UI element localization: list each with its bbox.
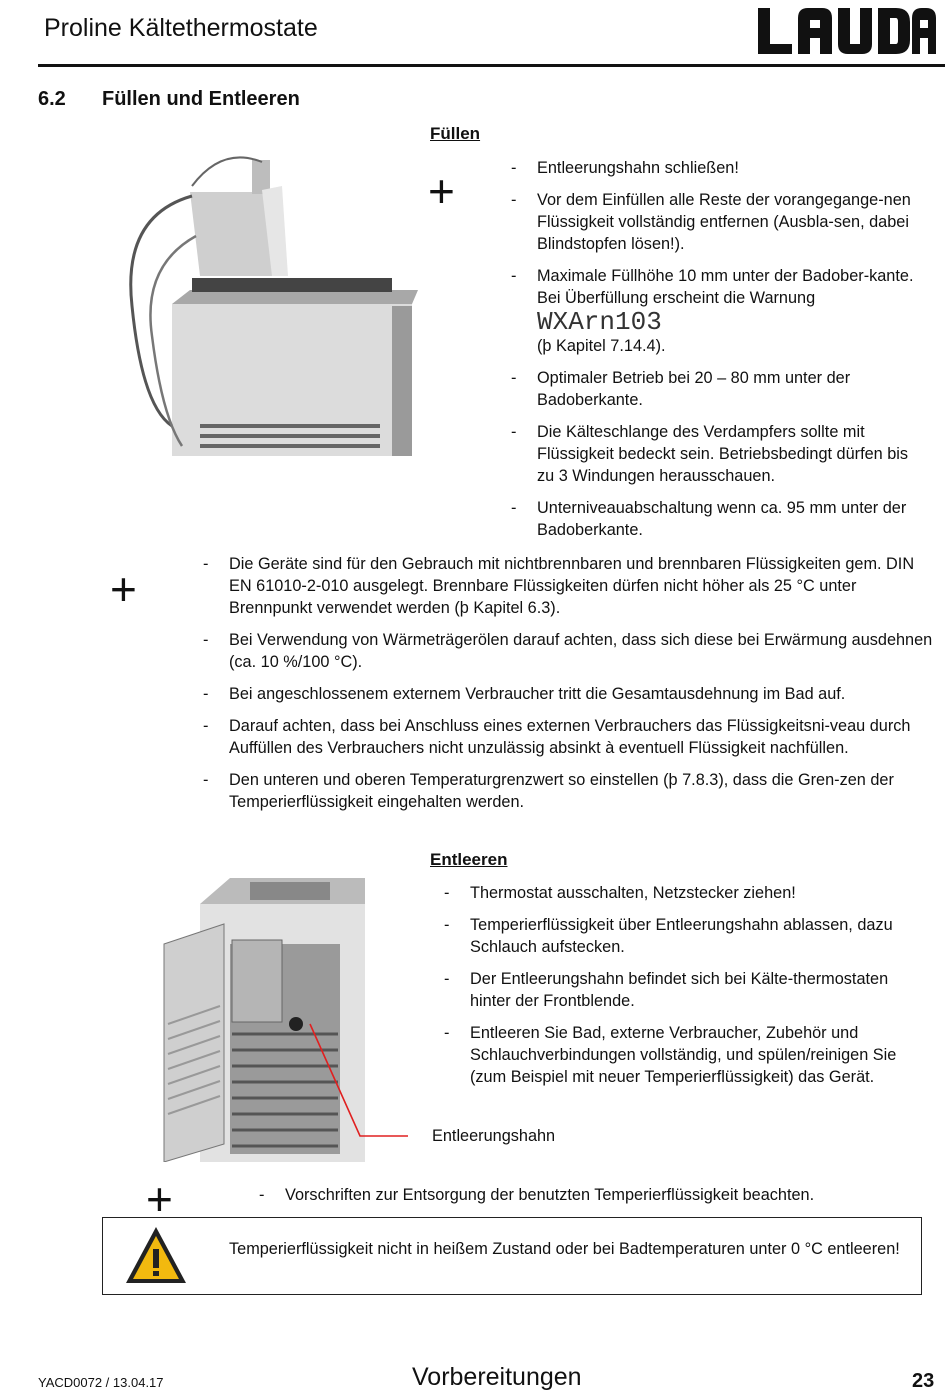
section-title: Füllen und Entleeren bbox=[102, 88, 300, 110]
list-item: - Thermostat ausschalten, Netzstecker ziehen! bbox=[444, 884, 796, 902]
list-item: - Maximale Füllhöhe 10 mm unter der Badober-kante. Bei Überfüllung erscheint die Warnung WXArn103 (þ Kapitel 7.14.4). bbox=[537, 265, 929, 357]
list-item: - Entleeren Sie Bad, externe Verbraucher, Zubehör und Schlauchverbindungen vollständig, und spülen/reinigen Sie (zum Beispiel mit neuer Temperierflüssigkeit) das Gerät. bbox=[444, 1024, 897, 1086]
warning-triangle-icon bbox=[124, 1224, 188, 1286]
list-item: - Den unteren und oberen Temperaturgrenzwert so einstellen (þ 7.8.3), dass die Gren-zen der Temperierflüssigkeit eingehalten werden. bbox=[203, 771, 894, 811]
thermostat-photo bbox=[112, 156, 418, 456]
fill-heading: Füllen bbox=[430, 124, 481, 143]
drain-valve-caption: Entleerungshahn bbox=[432, 1127, 556, 1145]
document-id: YACD0072 / 13.04.17 bbox=[38, 1375, 164, 1390]
chapter-reference: (þ Kapitel 7.14.4). bbox=[537, 337, 666, 355]
page-header-title: Proline Kältethermostate bbox=[44, 14, 318, 42]
note-plus-icon: + bbox=[146, 1173, 173, 1225]
list-item: - Vor dem Einfüllen alle Reste der vorangegange-nen Flüssigkeit vollständig entfernen (Ausbla-sen, dabei Blindstopfen lösen!). bbox=[511, 191, 911, 253]
warning-code: WXArn103 bbox=[537, 307, 662, 337]
warning-text: Temperierflüssigkeit nicht in heißem Zustand oder bei Badtemperaturen unter 0 °C entleeren! bbox=[229, 1240, 900, 1258]
list-item: - Entleerungshahn schließen! bbox=[511, 159, 739, 177]
fill-list bbox=[511, 157, 929, 551]
chapter-name: Vorbereitungen bbox=[412, 1363, 582, 1391]
note-plus-icon: + bbox=[428, 165, 455, 217]
section-number: 6.2 bbox=[38, 88, 66, 110]
list-item: - Der Entleerungshahn befindet sich bei Kälte-thermostaten hinter der Frontblende. bbox=[444, 970, 889, 1010]
general-list bbox=[203, 553, 934, 823]
drain-list bbox=[444, 882, 930, 1098]
lauda-logo bbox=[756, 6, 936, 56]
list-item: - Die Geräte sind für den Gebrauch mit nichtbrennbaren und brennbaren Flüssigkeiten gem. DIN EN 61010-2-010 ausgelegt. Brennbare Flüssigkeiten dürfen nicht höher als 25 °C unter Brennpunkt verwendet werden (þ Kapitel 6.3). bbox=[203, 555, 915, 617]
list-item: - Unterniveauabschaltung wenn ca. 95 mm unter der Badoberkante. bbox=[511, 499, 907, 539]
header-rule bbox=[38, 64, 945, 67]
drain-heading: Entleeren bbox=[430, 850, 508, 869]
drain-valve-photo bbox=[160, 874, 408, 1162]
disposal-list bbox=[259, 1184, 925, 1216]
note-plus-icon: + bbox=[110, 563, 137, 615]
list-item: - Vorschriften zur Entsorgung der benutzten Temperierflüssigkeit beachten. bbox=[259, 1186, 815, 1204]
list-item: - Die Kälteschlange des Verdampfers sollte mit Flüssigkeit bedeckt sein. Betriebsbedingt dürfen bis zu 3 Windungen herausschauen. bbox=[511, 423, 909, 485]
list-item: - Temperierflüssigkeit über Entleerungshahn ablassen, dazu Schlauch aufstecken. bbox=[444, 916, 893, 956]
list-item: - Optimaler Betrieb bei 20 – 80 mm unter der Badoberkante. bbox=[511, 369, 851, 409]
list-item: - Bei Verwendung von Wärmeträgerölen darauf achten, dass sich diese bei Erwärmung ausdehnen (ca. 10 %/100 °C). bbox=[203, 631, 933, 671]
page-number: 23 bbox=[912, 1370, 935, 1392]
list-item: - Bei angeschlossenem externem Verbraucher tritt die Gesamtausdehnung im Bad auf. bbox=[203, 685, 846, 703]
list-item: - Darauf achten, dass bei Anschluss eines externen Verbrauchers das Flüssigkeitsni-veau durch Auffüllen des Verbrauchers nicht unzulässig absinkt à eventuell Flüssigkeit nachfüllen. bbox=[203, 717, 911, 757]
